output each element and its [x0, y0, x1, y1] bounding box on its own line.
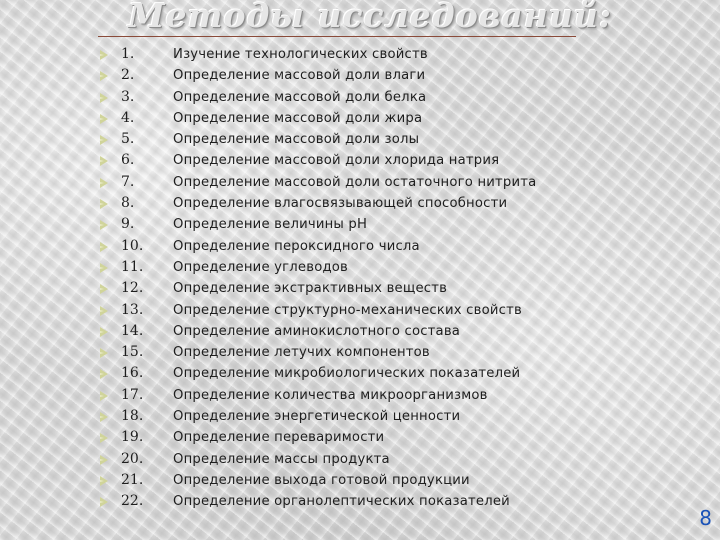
item-number: 1. [121, 46, 135, 62]
item-number: 18. [121, 408, 144, 425]
list-item [0, 278, 720, 299]
item-number: 7. [121, 173, 135, 190]
list-item [0, 449, 720, 470]
arrow-bullet-icon [100, 135, 108, 145]
list-item [0, 150, 720, 171]
page-number: 8 [699, 506, 712, 530]
arrow-bullet-icon [100, 93, 108, 103]
list-item [0, 257, 720, 278]
item-text: Определение величины pH [173, 217, 368, 233]
item-number: 9. [121, 216, 135, 233]
item-text: Определение массовой доли хлорида натрия [173, 153, 500, 169]
item-number: 13. [121, 301, 144, 318]
list-item [0, 172, 720, 193]
item-number: 19. [121, 429, 144, 446]
arrow-bullet-icon [100, 412, 108, 422]
list-item [0, 300, 720, 321]
arrow-bullet-icon [100, 199, 108, 209]
item-number: 14. [121, 322, 144, 339]
item-text: Определение органолептических показателей [173, 494, 510, 510]
item-number: 6. [121, 152, 135, 169]
list-item [0, 491, 720, 512]
arrow-bullet-icon [100, 220, 108, 230]
item-number: 16. [121, 365, 144, 382]
item-number: 20. [121, 450, 144, 467]
item-text: Определение массовой доли влаги [173, 68, 426, 84]
arrow-bullet-icon [100, 455, 108, 465]
list-item [0, 363, 720, 384]
item-number: 5. [121, 131, 135, 148]
item-text: Определение массовой доли остаточного нитрита [173, 174, 537, 190]
item-number: 10. [121, 237, 144, 254]
list-item [0, 236, 720, 257]
title-underline [98, 36, 576, 37]
list-item [0, 129, 720, 150]
item-number: 8. [121, 195, 135, 212]
item-text: Определение количества микроорганизмов [173, 387, 488, 403]
list-item [0, 470, 720, 491]
item-text: Определение аминокислотного состава [173, 323, 461, 339]
arrow-bullet-icon [100, 178, 108, 188]
arrow-bullet-icon [100, 156, 108, 166]
list-item [0, 321, 720, 342]
list-item [0, 427, 720, 448]
item-text: Определение массовой доли белка [173, 89, 427, 105]
list-item [0, 87, 720, 108]
item-number: 11. [121, 258, 144, 275]
item-number: 4. [121, 109, 135, 126]
list-item [0, 108, 720, 129]
item-number: 3. [121, 88, 135, 105]
item-text: Определение экстрактивных веществ [173, 281, 448, 297]
methods-list [0, 44, 720, 513]
item-number: 17. [121, 386, 144, 403]
arrow-bullet-icon [100, 327, 108, 337]
arrow-bullet-icon [100, 369, 108, 379]
list-item [0, 406, 720, 427]
list-item [0, 385, 720, 406]
arrow-bullet-icon [100, 433, 108, 443]
arrow-bullet-icon [100, 242, 108, 252]
list-item [0, 342, 720, 363]
item-text: Изучение технологических свойств [173, 47, 428, 62]
list-item [0, 214, 720, 235]
arrow-bullet-icon [100, 71, 108, 81]
arrow-bullet-icon [100, 263, 108, 273]
arrow-bullet-icon [100, 476, 108, 486]
list-item [0, 44, 720, 65]
list-item [0, 65, 720, 86]
item-text: Определение структурно-механических свойств [173, 302, 522, 318]
item-text: Определение энергетической ценности [173, 409, 461, 425]
item-text: Определение переваримости [173, 430, 385, 446]
item-text: Определение углеводов [173, 259, 349, 275]
item-text: Определение микробиологических показателей [173, 366, 521, 382]
item-text: Определение выхода готовой продукции [173, 472, 470, 488]
item-text: Определение пероксидного числа [173, 238, 420, 254]
arrow-bullet-icon [100, 391, 108, 401]
item-text: Определение летучих компонентов [173, 345, 430, 361]
arrow-bullet-icon [100, 306, 108, 316]
item-number: 21. [121, 471, 144, 488]
item-text: Определение массы продукта [173, 451, 390, 467]
slide-title: Методы исследований: [128, 0, 613, 35]
item-text: Определение массовой доли жира [173, 110, 423, 126]
arrow-bullet-icon [100, 284, 108, 294]
arrow-bullet-icon [100, 348, 108, 358]
arrow-bullet-icon [100, 50, 108, 60]
list-item [0, 193, 720, 214]
item-number: 2. [121, 67, 135, 84]
item-number: 12. [121, 280, 144, 297]
item-number: 22. [121, 493, 144, 510]
arrow-bullet-icon [100, 114, 108, 124]
item-text: Определение влагосвязывающей способности [173, 196, 508, 212]
item-number: 15. [121, 344, 144, 361]
arrow-bullet-icon [100, 497, 108, 507]
item-text: Определение массовой доли золы [173, 132, 420, 148]
